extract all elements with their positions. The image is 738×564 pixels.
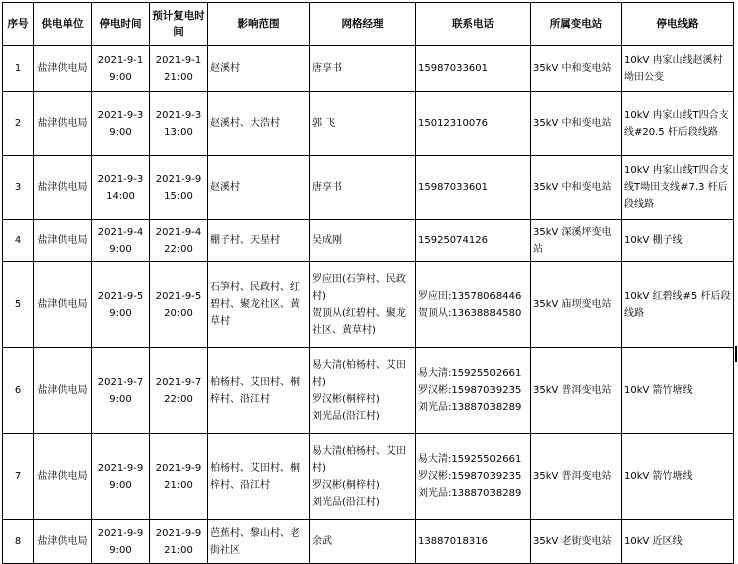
cell-start-time-line: 9:00 [109,393,132,405]
cell-line [622,434,734,520]
header-unit: 供电单位 [34,3,92,46]
cell-substation-text: 35kV 中和变电站 [533,182,612,193]
cell-phone-line: 罗汉彬:15987039235 [418,471,522,482]
cell-phone [416,262,531,348]
cell-no [3,434,34,520]
cell-line-text: 10kV 近区线 [624,536,683,547]
cell-start-time [92,262,150,348]
cell-unit-text: 盐津供电局 [37,385,88,396]
cell-scope-text: 赵溪村 [210,182,240,193]
cell-manager [310,156,416,220]
cell-phone [416,434,531,520]
cell-end-time-line: 2021-9-4 [155,226,202,238]
cell-manager [310,220,416,262]
cell-unit-text: 盐津供电局 [37,118,88,129]
cell-phone-line: 贺顶从:13638884580 [418,307,522,319]
cell-line [622,220,734,262]
cell-end-time-line: 21:00 [164,71,193,83]
header-substation: 所属变电站 [531,3,622,46]
cell-unit [34,348,92,434]
cell-start-time-line: 9:00 [109,126,132,138]
header-manager: 网格经理 [310,3,416,46]
cell-manager-text: 吴成刚 [312,235,342,246]
cell-unit [34,262,92,348]
table-body [3,46,734,564]
cell-phone-text: 13887018316 [418,536,488,547]
cell-scope-text: 棚子村、天星村 [210,235,280,246]
cell-end-time-line: 2021-9-9 [155,173,202,185]
cell-manager-line: 刘光品(沿江村) [312,410,380,422]
cell-scope [208,220,310,262]
table-row [3,262,734,348]
cell-no-text: 5 [14,299,22,310]
cell-end-time-line: 2021-9-9 [155,462,202,474]
cell-unit [34,92,92,156]
cell-start-time [92,156,150,220]
cell-no [3,262,34,348]
cell-unit-text: 盐津供电局 [37,235,88,246]
cell-end-time-line: 21:00 [164,479,193,491]
cell-end-time-line: 20:00 [164,307,193,319]
cell-scope-text: 石笋村、民政村、红碧村、聚龙社区、黄草村 [210,282,300,327]
cell-line-text: 10kV 红碧线#5 杆后段线路 [624,290,731,319]
cell-manager-text: 余武 [312,536,332,547]
cell-end-time [150,92,208,156]
cell-no [3,156,34,220]
cell-phone-text: 15987033601 [418,63,488,74]
cell-end-time-line: 22:00 [164,393,193,405]
cell-start-time [92,92,150,156]
cell-unit-text: 盐津供电局 [37,536,88,547]
page-edge-mark [735,346,737,362]
cell-phone [416,92,531,156]
cell-start-time-line: 2021-9-1 [97,54,144,66]
cell-start-time [92,520,150,564]
cell-end-time [150,156,208,220]
cell-line [622,262,734,348]
cell-phone-line: 刘光品:13887038289 [418,488,522,499]
cell-no-text: 3 [14,182,22,193]
cell-end-time-line: 2021-9-5 [155,290,202,302]
cell-phone-line: 罗汉彬:15987039235 [418,385,522,396]
cell-unit [34,434,92,520]
cell-scope [208,434,310,520]
cell-line [622,46,734,92]
cell-scope [208,46,310,92]
cell-line-text: 10kV 棚子线 [624,235,683,246]
cell-end-time-line: 13:00 [164,126,193,138]
cell-manager-line: 刘光品(沿江村) [312,496,380,508]
table-row [3,520,734,564]
cell-start-time-line: 9:00 [109,544,132,556]
table-row [3,434,734,520]
cell-substation-text: 35kV 普洱变电站 [533,385,612,396]
cell-manager [310,92,416,156]
cell-manager-text: 唐享书 [312,182,342,193]
table-row [3,220,734,262]
cell-scope [208,92,310,156]
cell-end-time [150,262,208,348]
cell-unit-text: 盐津供电局 [37,299,88,310]
cell-end-time [150,348,208,434]
cell-substation [531,220,622,262]
cell-substation [531,348,622,434]
cell-line [622,92,734,156]
cell-start-time-line: 2021-9-4 [97,226,144,238]
cell-phone [416,46,531,92]
cell-no [3,92,34,156]
cell-start-time-line: 2021-9-5 [97,290,144,302]
cell-start-time-line: 9:00 [109,243,132,255]
header-no: 序号 [3,3,34,46]
cell-start-time-line: 14:00 [106,190,135,202]
cell-phone-line: 刘光品:13887038289 [418,402,522,413]
cell-substation [531,520,622,564]
cell-no [3,520,34,564]
cell-substation-text: 35kV 普洱变电站 [533,471,612,482]
cell-line-text: 10kV 箭竹塘线 [624,471,693,482]
cell-substation [531,434,622,520]
table-row [3,46,734,92]
cell-start-time-line: 2021-9-9 [97,527,144,539]
cell-phone [416,348,531,434]
cell-substation-text: 35kV 老街变电站 [533,536,612,547]
cell-line [622,520,734,564]
cell-manager [310,262,416,348]
cell-line-text: 10kV 冉家山线T四合支线T坳田支线#7.3 杆后段线路 [624,165,729,210]
table-row [3,92,734,156]
cell-substation [531,92,622,156]
header-phone: 联系电话 [416,3,531,46]
table-row [3,156,734,220]
cell-unit-text: 盐津供电局 [37,471,88,482]
outage-table [2,2,734,564]
cell-manager-text: 郭 飞 [312,118,336,129]
header-start: 停电时间 [92,3,150,46]
header-line: 停电线路 [622,3,734,46]
cell-start-time-line: 9:00 [109,71,132,83]
cell-scope-text: 赵溪村 [210,63,240,74]
cell-manager-line: 罗汉彬(桐梓村) [312,393,380,405]
cell-scope [208,262,310,348]
cell-no-text: 8 [14,536,22,547]
cell-scope [208,520,310,564]
cell-no [3,348,34,434]
cell-phone [416,520,531,564]
cell-unit-text: 盐津供电局 [37,63,88,74]
cell-start-time [92,220,150,262]
cell-end-time-line: 15:00 [164,190,193,202]
cell-no-text: 1 [14,63,22,74]
cell-substation-text: 35kV 中和变电站 [533,63,612,74]
cell-line-text: 10kV 箭竹塘线 [624,385,693,396]
cell-unit [34,520,92,564]
cell-scope-text: 柏杨村、艾田村、桐梓村、沿江村 [210,462,300,491]
cell-phone-text: 15987033601 [418,182,488,193]
cell-unit [34,220,92,262]
cell-no-text: 4 [14,235,22,246]
cell-scope [208,156,310,220]
cell-no [3,46,34,92]
cell-manager [310,434,416,520]
cell-line-text: 10kV 冉家山线赵溪村坳田公变 [624,54,723,83]
cell-start-time-line: 9:00 [109,307,132,319]
cell-start-time-line: 2021-9-3 [97,109,144,121]
header-row [3,3,734,46]
cell-start-time-line: 9:00 [109,479,132,491]
cell-end-time-line: 2021-9-9 [155,527,202,539]
cell-line [622,156,734,220]
cell-start-time-line: 2021-9-7 [97,376,144,388]
cell-phone-text: 15012310076 [418,118,488,129]
cell-end-time [150,520,208,564]
cell-manager-line: 易大清(柏杨村、艾田村) [312,359,406,388]
cell-end-time-line: 22:00 [164,243,193,255]
cell-phone-line: 易大清:15925502661 [418,454,522,465]
cell-unit-text: 盐津供电局 [37,182,88,193]
cell-start-time [92,348,150,434]
cell-manager [310,348,416,434]
cell-phone [416,156,531,220]
cell-end-time [150,220,208,262]
cell-unit [34,46,92,92]
cell-phone [416,220,531,262]
cell-start-time [92,46,150,92]
cell-substation-text: 35kV 庙坝变电站 [533,299,612,310]
cell-substation [531,46,622,92]
cell-end-time-line: 2021-9-1 [155,54,202,66]
cell-manager [310,46,416,92]
cell-manager-line: 贺顶从(红碧村、聚龙社区、黄草村) [312,307,406,336]
cell-substation [531,156,622,220]
cell-scope [208,348,310,434]
cell-no [3,220,34,262]
cell-start-time-line: 2021-9-9 [97,462,144,474]
cell-no-text: 7 [14,471,22,482]
cell-end-time-line: 21:00 [164,544,193,556]
cell-phone-text: 15925074126 [418,235,488,246]
cell-manager-text: 唐享书 [312,63,342,74]
header-scope: 影响范围 [208,3,310,46]
cell-manager-line: 易大清(柏杨村、艾田村) [312,445,406,474]
cell-manager-line: 罗应田(石笋村、民政村) [312,273,406,302]
cell-manager-line: 罗汉彬(桐梓村) [312,479,380,491]
cell-no-text: 2 [14,118,22,129]
cell-scope-text: 芭蕉村、黎山村、老街社区 [210,527,300,556]
cell-substation-text: 35kV 深溪坪变电站 [533,226,612,255]
cell-end-time-line: 2021-9-3 [155,109,202,121]
cell-end-time-line: 2021-9-7 [155,376,202,388]
cell-start-time-line: 2021-9-3 [97,173,144,185]
cell-line-text: 10kV 冉家山线T四合支线#20.5 杆后段线路 [624,109,729,138]
cell-scope-text: 赵溪村、大浩村 [210,118,280,129]
cell-substation [531,262,622,348]
cell-start-time [92,434,150,520]
cell-line [622,348,734,434]
cell-phone-line: 易大清:15925502661 [418,368,522,379]
cell-end-time [150,434,208,520]
cell-unit [34,156,92,220]
cell-scope-text: 柏杨村、艾田村、桐梓村、沿江村 [210,376,300,405]
cell-end-time [150,46,208,92]
cell-manager [310,520,416,564]
table-row [3,348,734,434]
cell-phone-line: 罗应田:13578068446 [418,290,522,302]
cell-substation-text: 35kV 中和变电站 [533,118,612,129]
header-end: 预计复电时间 [150,3,208,46]
cell-no-text: 6 [14,385,22,396]
